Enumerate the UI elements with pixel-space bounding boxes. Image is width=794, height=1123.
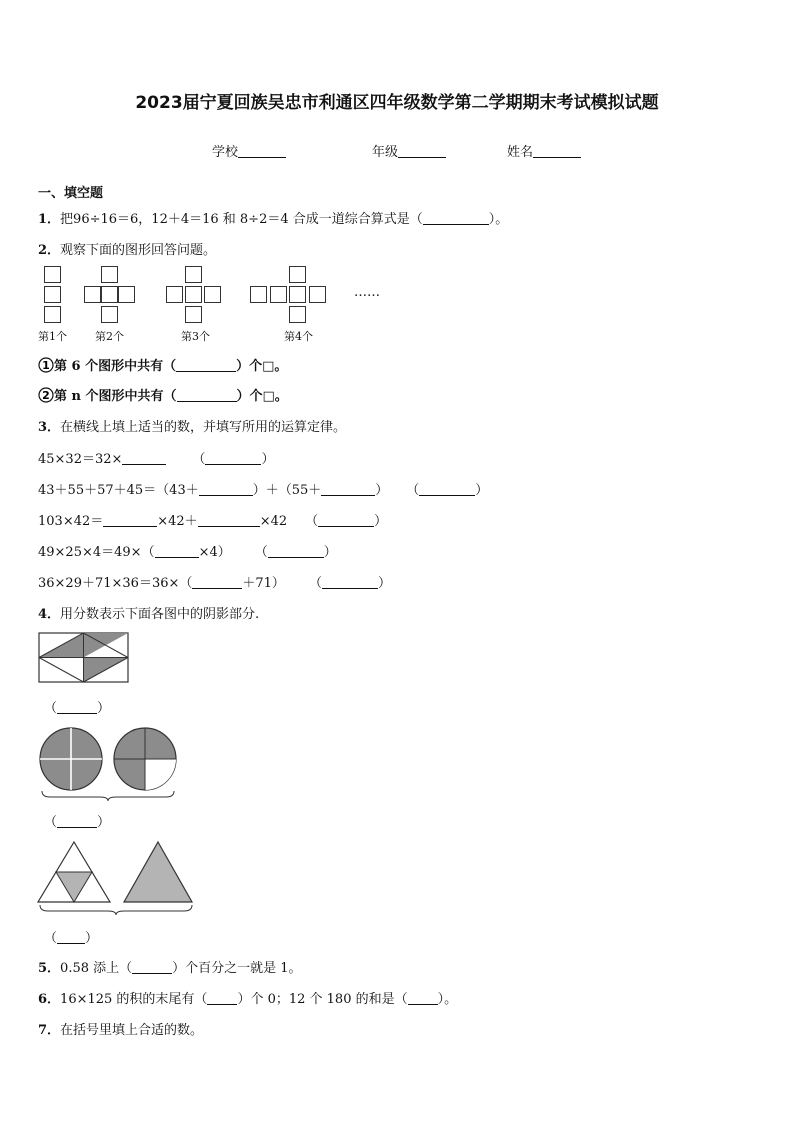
square — [289, 286, 306, 303]
equation-text: 45×32＝32× — [38, 452, 123, 467]
paren: ） — [374, 514, 388, 529]
circled-number: 1 — [42, 359, 50, 372]
answer-blank — [198, 514, 260, 527]
equation-text: ）＋（55＋ — [252, 483, 322, 498]
figure-caption: 第2个 — [95, 330, 124, 343]
square — [118, 286, 135, 303]
paren: ） — [475, 483, 489, 498]
equation-text: ×42 — [259, 514, 288, 529]
answer-blank — [408, 992, 438, 1005]
question-number: 6． — [38, 992, 61, 1007]
answer-blank — [321, 483, 375, 496]
question-1 — [38, 208, 508, 227]
name-blank — [533, 145, 581, 158]
question-5 — [38, 957, 302, 976]
square — [185, 306, 202, 323]
square — [44, 306, 61, 323]
shaded-triangle — [124, 842, 192, 902]
equation-line — [38, 510, 387, 529]
law-blank — [322, 576, 378, 589]
paren: ） — [261, 452, 275, 467]
answer-blank — [155, 545, 199, 558]
paren: （ — [44, 815, 58, 830]
q5-end: ）个百分之一就是 1。 — [172, 961, 302, 976]
answer-paren — [44, 927, 98, 946]
q2-text: 观察下面的图形回答问题。 — [60, 243, 217, 258]
paren: （ — [254, 545, 268, 560]
question-2 — [38, 239, 216, 258]
square — [250, 286, 267, 303]
circled-number-icon — [38, 387, 54, 403]
paren: ） — [97, 701, 111, 716]
equation-text: 43＋55＋57＋45＝（43＋ — [38, 483, 199, 498]
q5-text: 0.58 添上（ — [60, 961, 133, 976]
grade-blank — [398, 145, 446, 158]
equation-text: ） — [375, 483, 389, 498]
answer-blank — [132, 961, 172, 974]
square — [101, 306, 118, 323]
page-title: 2023届宁夏回族吴忠市利通区四年级数学第二学期期末考试模拟试题 — [135, 93, 659, 113]
answer-blank — [192, 576, 242, 589]
circled-number-icon — [38, 357, 54, 373]
question-number: 7． — [38, 1023, 61, 1038]
question-number: 5． — [38, 961, 61, 976]
name-field — [507, 141, 581, 160]
answer-blank — [176, 359, 236, 372]
law-blank — [318, 514, 374, 527]
answer-blank — [103, 514, 157, 527]
paren: ） — [97, 815, 111, 830]
law-blank — [419, 483, 475, 496]
question-3 — [38, 416, 346, 435]
q6-text: ）个 0；12 个 180 的和是（ — [237, 992, 408, 1007]
equation-text: 49×25×4＝49×（ — [38, 545, 155, 560]
question-number: 2． — [38, 243, 61, 258]
paren: （ — [406, 483, 420, 498]
q4-text: 用分数表示下面各图中的阴影部分. — [60, 607, 260, 622]
square — [44, 266, 61, 283]
answer-blank — [57, 701, 97, 714]
sub1-text: 第 6 个图形中共有（ — [54, 359, 177, 374]
paren: ） — [377, 576, 391, 591]
equation-line — [38, 572, 391, 591]
equation-text: ＋71） — [242, 576, 285, 591]
q1-end: ）。 — [488, 212, 509, 227]
answer-paren — [44, 697, 110, 716]
equation-line — [38, 448, 274, 467]
sub2-end: ）个□。 — [236, 389, 288, 404]
equation-line — [38, 541, 337, 560]
circled-number: 2 — [42, 389, 50, 402]
law-blank — [268, 545, 324, 558]
school-blank — [238, 145, 286, 158]
q6-text: 16×125 的积的末尾有（ — [60, 992, 208, 1007]
paren: （ — [44, 931, 58, 946]
grade-field — [372, 141, 446, 160]
square — [84, 286, 101, 303]
answer-blank — [57, 931, 85, 944]
answer-blank — [207, 992, 237, 1005]
paren: （ — [305, 514, 319, 529]
answer-blank — [177, 389, 237, 402]
name-label: 姓名 — [507, 145, 534, 160]
question-number: 3． — [38, 420, 61, 435]
square — [309, 286, 326, 303]
answer-blank — [122, 452, 166, 465]
brace — [40, 905, 192, 915]
square — [185, 266, 202, 283]
q3-text: 在横线上填上适当的数，并填写所用的运算定律。 — [60, 420, 347, 435]
answer-paren — [44, 811, 110, 830]
square — [289, 306, 306, 323]
sub1-end: ）个□。 — [236, 359, 288, 374]
equation-text: ×4） — [198, 545, 231, 560]
paren: （ — [192, 452, 206, 467]
q7-text: 在括号里填上合适的数。 — [60, 1023, 204, 1038]
answer-blank — [423, 212, 489, 225]
equation-text: 103×42＝ — [38, 514, 104, 529]
law-blank — [205, 452, 261, 465]
question-number: 4． — [38, 607, 61, 622]
answer-blank — [199, 483, 253, 496]
square — [270, 286, 287, 303]
square — [101, 266, 118, 283]
section-heading: 一、填空题 — [38, 186, 104, 201]
answer-blank — [57, 815, 97, 828]
circles-shaded-figure — [38, 727, 178, 799]
subquestion-1 — [38, 355, 287, 374]
grade-label: 年级 — [372, 145, 399, 160]
question-4 — [38, 603, 259, 622]
square — [185, 286, 202, 303]
triangles-shaded-figure — [38, 841, 198, 917]
paren: （ — [44, 701, 58, 716]
square — [204, 286, 221, 303]
rectangle-shaded-figure — [38, 632, 130, 684]
equation-text: ×42＋ — [157, 514, 198, 529]
equation-line — [38, 479, 488, 498]
paren: （ — [308, 576, 322, 591]
equation-text: 36×29＋71×36＝36×（ — [38, 576, 193, 591]
q6-end: ）。 — [437, 992, 458, 1007]
question-number: 1． — [38, 212, 61, 227]
figure-caption: 第1个 — [38, 330, 67, 343]
paren: ） — [323, 545, 337, 560]
sub2-text: 第 n 个图形中共有（ — [54, 389, 177, 404]
school-field — [212, 141, 286, 160]
square — [289, 266, 306, 283]
subquestion-2 — [38, 385, 288, 404]
ellipsis: …… — [354, 285, 380, 300]
square — [166, 286, 183, 303]
school-label: 学校 — [212, 145, 239, 160]
figure-caption: 第4个 — [284, 330, 313, 343]
question-6 — [38, 988, 457, 1007]
brace — [42, 791, 174, 801]
square — [101, 286, 118, 303]
q1-text: 把96÷16＝6，12＋4＝16 和 8÷2＝4 合成一道综合算式是（ — [60, 212, 423, 227]
question-7 — [38, 1019, 203, 1038]
figure-caption: 第3个 — [181, 330, 210, 343]
paren: ） — [85, 931, 99, 946]
square — [44, 286, 61, 303]
